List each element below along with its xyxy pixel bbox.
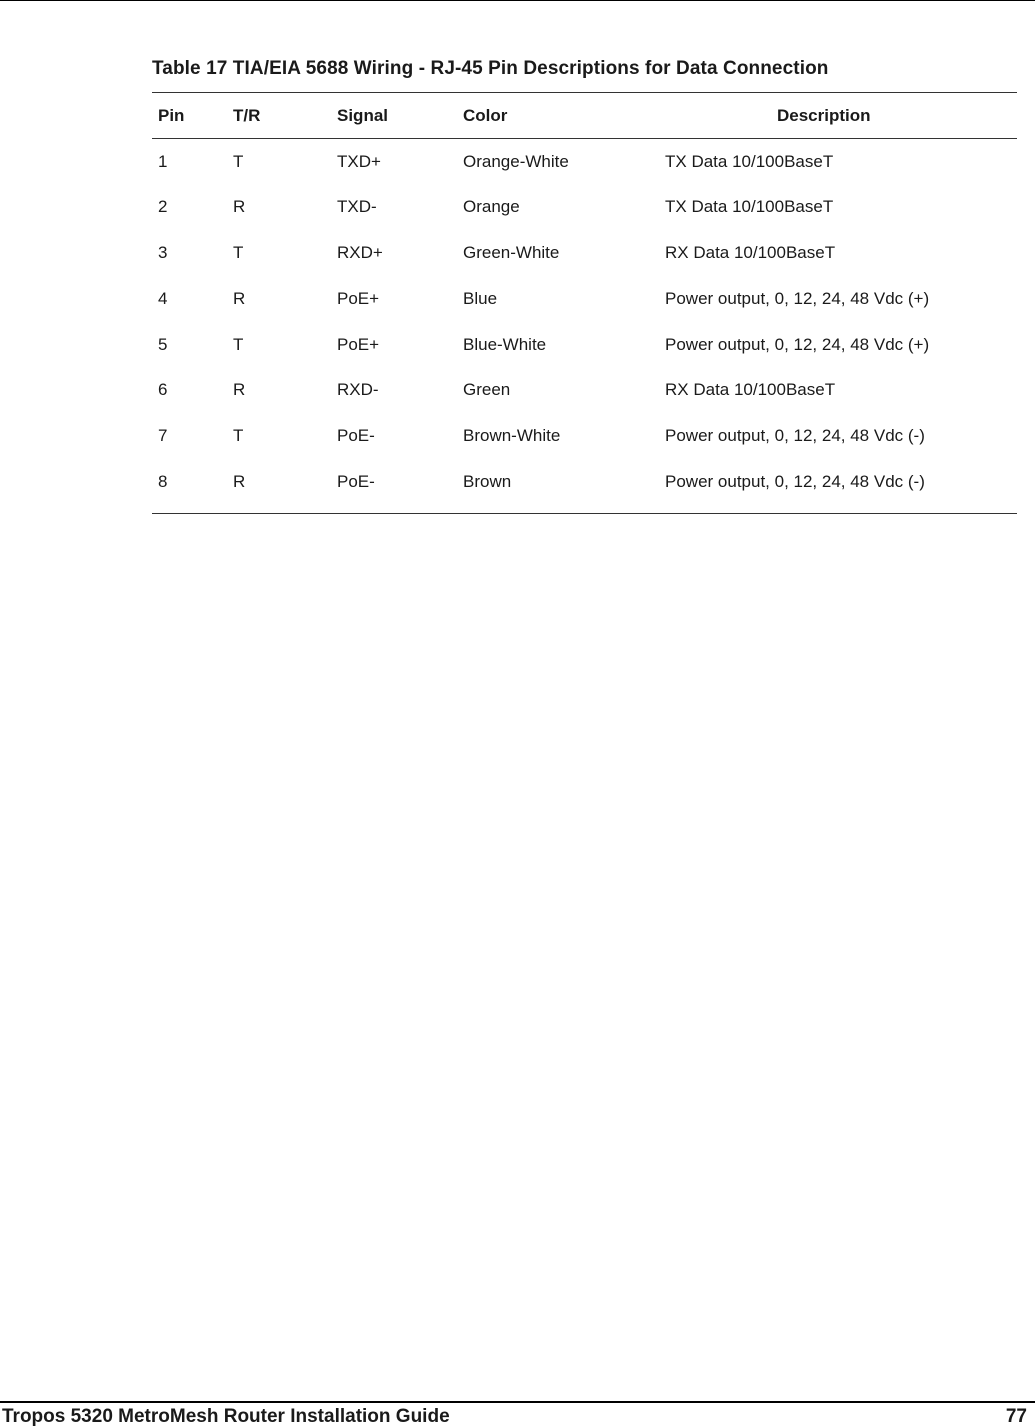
cell-signal: PoE- <box>337 472 375 492</box>
cell-description: Power output, 0, 12, 24, 48 Vdc (+) <box>665 288 930 308</box>
cell-description: RX Data 10/100BaseT <box>665 242 836 262</box>
cell-signal: RXD- <box>337 380 379 400</box>
cell-color: Blue-White <box>463 334 547 354</box>
table-row <box>152 459 1017 513</box>
cell-pin: 6 <box>158 380 168 400</box>
table-caption: Table 17 TIA/EIA 5688 Wiring - RJ-45 Pin Descriptions for Data Connection <box>152 58 829 79</box>
cell-signal: PoE+ <box>337 288 380 308</box>
table-row <box>152 230 1017 276</box>
footer-page-number: 77 <box>1005 1406 1027 1427</box>
table-row <box>152 367 1017 413</box>
cell-tr: R <box>233 197 246 217</box>
cell-color: Brown-White <box>463 426 561 446</box>
cell-pin: 2 <box>158 197 168 217</box>
cell-signal: RXD+ <box>337 242 383 262</box>
cell-signal: TXD- <box>337 197 377 217</box>
cell-signal: PoE+ <box>337 334 380 354</box>
cell-pin: 8 <box>158 472 168 492</box>
column-header-pin: Pin <box>158 105 185 125</box>
pin-description-table <box>152 92 1017 514</box>
column-header-tr: T/R <box>233 105 261 125</box>
cell-pin: 5 <box>158 334 168 354</box>
cell-color: Blue <box>463 288 498 308</box>
cell-color: Orange-White <box>463 151 569 171</box>
cell-tr: R <box>233 288 246 308</box>
cell-pin: 7 <box>158 426 168 446</box>
cell-signal: PoE- <box>337 426 375 446</box>
table-row <box>152 139 1017 185</box>
footer-document-title: Tropos 5320 MetroMesh Router Installation Guide <box>2 1406 450 1427</box>
table-header-row <box>152 93 1017 139</box>
cell-color: Green-White <box>463 242 560 262</box>
table-row <box>152 276 1017 322</box>
cell-description: Power output, 0, 12, 24, 48 Vdc (-) <box>665 472 925 492</box>
cell-description: Power output, 0, 12, 24, 48 Vdc (+) <box>665 334 930 354</box>
cell-tr: R <box>233 472 246 492</box>
cell-description: Power output, 0, 12, 24, 48 Vdc (-) <box>665 426 925 446</box>
cell-color: Green <box>463 380 511 400</box>
table-row <box>152 413 1017 459</box>
cell-color: Brown <box>463 472 512 492</box>
table-row <box>152 184 1017 230</box>
cell-pin: 3 <box>158 242 168 262</box>
footer-rule <box>0 1401 1035 1403</box>
column-header-description: Description <box>777 105 871 125</box>
cell-tr: T <box>233 242 244 262</box>
cell-tr: T <box>233 151 244 171</box>
cell-signal: TXD+ <box>337 151 381 171</box>
table-row <box>152 322 1017 368</box>
cell-pin: 4 <box>158 288 168 308</box>
cell-description: RX Data 10/100BaseT <box>665 380 836 400</box>
cell-tr: T <box>233 334 244 354</box>
cell-description: TX Data 10/100BaseT <box>665 151 834 171</box>
cell-description: TX Data 10/100BaseT <box>665 197 834 217</box>
header-rule <box>0 0 1035 1</box>
cell-pin: 1 <box>158 151 168 171</box>
column-header-color: Color <box>463 105 508 125</box>
column-header-signal: Signal <box>337 105 389 125</box>
cell-tr: R <box>233 380 246 400</box>
cell-color: Orange <box>463 197 520 217</box>
cell-tr: T <box>233 426 244 446</box>
